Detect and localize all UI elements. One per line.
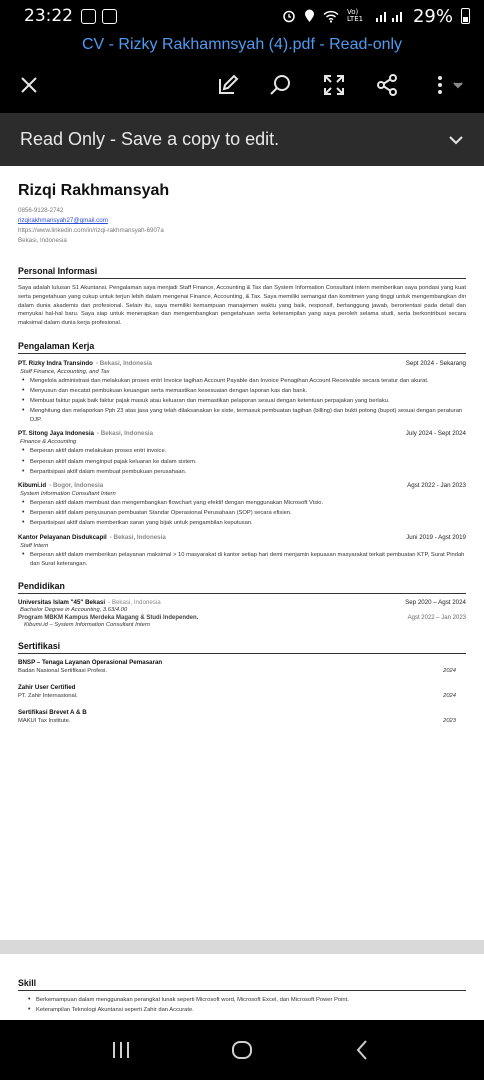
location-icon	[304, 9, 315, 23]
experience-list	[18, 360, 466, 568]
search-icon	[269, 73, 293, 97]
education-location: - Bekasi, Indonesia	[108, 599, 161, 607]
experience-role: Finance & Accounting	[20, 439, 77, 446]
more-options-button[interactable]	[428, 69, 468, 101]
share-icon	[375, 73, 399, 97]
experience-role: System Information Consultant Intern	[20, 491, 116, 498]
gallery-icon	[102, 9, 117, 24]
alarm-icon	[282, 9, 296, 23]
certification-row	[18, 718, 466, 724]
program-date: Agst 2022 – Jan 2023	[407, 615, 466, 622]
experience-location: - Bekasi, Indonesia	[97, 430, 154, 438]
certification-row	[18, 668, 466, 674]
experience-entry	[18, 534, 466, 568]
status-bar	[0, 0, 484, 32]
experience-bullet: • Berperan aktif dalam memberikan pelayanan maksimal > 10 masyarakat di kantor setiap hari demi menjamin kepuasan masyarakat terkait pembuatan KTP, Surat Pindah dan Surat keterangan.	[18, 551, 466, 568]
education-degree: Bachelor Degree in Accounting, 3.63/4.00	[20, 607, 128, 614]
experience-header	[18, 534, 466, 541]
experience-bullet: • Berperan aktif dalam melakukan proses entri invoice.	[18, 447, 466, 456]
experience-bullet: • Berpartisipasi aktif dalam membuat pembukuan perusahaan.	[18, 468, 466, 477]
section-certification: Sertifikasi	[18, 641, 466, 654]
experience-bullet: • Berperan aktif dalam menginput pajak keluaran ke dalam sistem.	[18, 458, 466, 467]
experience-bullet: • Menghitung dan melaporkan Pph 23 atas jasa yang telah dilaksanakan ke siste, termasuk pembuatan tagihan (billing) dan bukti potong (bupot) sesuai dengan peraturan DJP.	[18, 407, 466, 424]
share-button[interactable]	[371, 69, 403, 101]
page-gap	[0, 940, 484, 954]
status-time: 23:22	[24, 6, 73, 26]
section-education: Pendidikan	[18, 581, 466, 594]
certification-title: Zahir User Certified	[18, 684, 76, 692]
education-date: Sep 2020 – Agst 2024	[405, 599, 466, 607]
experience-bullet: • Berperan aktif dalam membuat dan mengembangkan flowchart yang efektif dengan menggunakan Microsoft Visio.	[18, 499, 466, 508]
experience-bullets	[18, 447, 466, 476]
close-icon	[20, 76, 38, 94]
experience-bullet: • Menyusun dan mecatat pembukuan keuangan serta memastikan kesesuaian dengan laporan kas dan bank.	[18, 387, 466, 396]
personal-text: Saya adalah lulusan S1 Akuntansi. Pengalaman saya menjadi Staff Finance, Accounting & Tax dan System Information Consultant intern memberikan saya pondasi yang kuat serta pengetahuan yang cukup untuk terjun lebih dalam mengenai Finance, Accounting, & Tax. Saya memiliki semangat dan komitmen yang tinggi untuk mengembangkan diri dalam dunia akademis dan profesional. Selain itu, saya memiliki kemampuan manajemen waktu yang baik, responsif, bertanggung jawab, berorientasi pada detail dan menyukai hal-hal baru. Saya siap untuk menerapkan dan mengembangkan pengetahuan serta keterampilan yang saya peroleh selama studi, serta berkontribusi secara maksimal dalam dunia kerja profesional.	[18, 285, 466, 327]
experience-company: PT. Rizky Indra Transindo	[18, 359, 93, 367]
back-icon[interactable]	[351, 1038, 375, 1062]
read-only-banner[interactable]	[0, 113, 484, 166]
section-skill: Skill	[18, 978, 466, 991]
experience-bullet: • Mengelola administrasi dan melakukan proses entri Invoice tagihan Account Payable dan Invoice Penagihan Account Receivable secara teratur dan akurat.	[18, 377, 466, 386]
toolbar	[0, 58, 484, 112]
certification-entry	[18, 709, 466, 724]
more-icon	[430, 73, 466, 97]
experience-entry	[18, 430, 466, 476]
experience-date: Sept 2024 - Sekarang	[405, 359, 466, 367]
chevron-down-icon[interactable]	[448, 135, 464, 145]
program-name: Program MBKM Kampus Merdeka Magang & Studi Independen.	[18, 615, 199, 622]
certification-year: 2024	[443, 668, 456, 675]
experience-bullet: • Berpartisipasi aktif dalam memberikan saran yang bijak untuk pengambilan keputusan.	[18, 519, 466, 528]
section-personal: Personal Informasi	[18, 266, 466, 279]
pdf-page[interactable]	[0, 166, 484, 1020]
cv-email[interactable]: rizqirakhmansyah27@gmail.com	[18, 217, 108, 224]
banner-text: Read Only - Save a copy to edit.	[20, 129, 280, 149]
certification-entry	[18, 659, 466, 674]
pdf-page-2[interactable]	[0, 954, 484, 1020]
education-entry	[18, 599, 466, 606]
certification-entry	[18, 684, 466, 699]
cv-linkedin[interactable]: https://www.linkedin.com/in/rizqi-rakhmansyah-6907a	[18, 227, 164, 234]
experience-company: PT. Sitong Jaya Indonesia	[18, 430, 94, 438]
experience-company: Kantor Pelayanan Disdukcapil	[18, 534, 107, 542]
experience-location: - Bogor, Indonesia	[49, 482, 104, 490]
experience-bullet: • Berperan aktif dalam penyusunan pembuatan Standar Operasional Perusahaan (SOP) secara efisien.	[18, 509, 466, 518]
cv-name: Rizqi Rakhmansyah	[18, 182, 170, 199]
experience-entry	[18, 482, 466, 528]
certification-title: Sertifikasi Brevet A & B	[18, 709, 87, 717]
experience-location: - Bekasi, Indonesia	[95, 359, 153, 367]
experience-header	[18, 430, 466, 437]
certification-year: 2023	[443, 718, 456, 725]
document-title: CV - Rizky Rakhamnsyah (4).pdf - Read-only	[0, 32, 484, 58]
experience-header	[18, 360, 466, 367]
close-button[interactable]	[13, 69, 45, 101]
home-icon[interactable]	[230, 1038, 254, 1062]
program-sub: Kibumi.id – System Information Consultant Intern	[24, 622, 150, 629]
experience-date: Agst 2022 - Jan 2023	[407, 482, 466, 490]
skill-item: • Keterampilan Teknologi Akuntansi seperti Zahir dan Accurate.	[24, 1006, 466, 1015]
education-school: Universitas Islam "45" Bekasi	[18, 599, 106, 607]
fullscreen-icon	[322, 73, 346, 97]
certification-title: BNSP – Tenaga Layanan Operasional Pemasaran	[18, 659, 163, 667]
experience-role: Staff Finance, Accounting, and Tax	[20, 368, 110, 375]
notification-app-icon	[81, 9, 96, 24]
experience-date: July 2024 - Sept 2024	[405, 430, 466, 438]
signal-icon	[375, 9, 405, 23]
recent-apps-icon[interactable]	[109, 1038, 133, 1062]
battery-percent: 29%	[412, 5, 453, 27]
edit-icon	[216, 73, 240, 97]
certification-list	[18, 659, 466, 724]
experience-bullets	[18, 499, 466, 528]
edit-button[interactable]	[212, 69, 244, 101]
skill-list	[24, 996, 466, 1015]
navigation-bar	[0, 1020, 484, 1080]
cv-location: Bekasi, Indonesia	[18, 237, 67, 244]
experience-location: - Bekasi, Indonesia	[109, 534, 166, 542]
fullscreen-button[interactable]	[318, 69, 350, 101]
experience-bullets	[18, 377, 466, 424]
experience-entry	[18, 360, 466, 424]
cv-phone: 0856-9128-2742	[18, 207, 64, 214]
skill-item: • Berkemampuan dalam menggunakan perangkat lunak seperti Microsoft word, Microsoft Excel, dan Microsoft Power Point.	[24, 996, 466, 1005]
experience-bullet: • Membuat faktur pajak baik faktur pajak masuk atau keluaran dan memastikan pelaporan sesuai dengan ketentuan perpajakan yang berlaku.	[18, 397, 466, 406]
experience-company: Kibumi.id	[18, 482, 47, 490]
network-label: Vo) LTE1	[346, 8, 364, 23]
experience-bullets	[18, 551, 466, 568]
wifi-icon	[323, 10, 339, 23]
program-entry	[18, 615, 466, 621]
experience-header	[18, 482, 466, 489]
certification-row	[18, 693, 466, 699]
certification-year: 2024	[443, 693, 456, 700]
experience-role: Staff Intern	[20, 543, 49, 550]
certification-issuer: Badan Nasional Sertifikasi Profesi.	[18, 668, 107, 675]
certification-issuer: MAKUI Tax Institute.	[18, 718, 71, 725]
experience-date: Juni 2019 - Agst 2019	[406, 534, 466, 542]
certification-issuer: PT. Zahir Internasional.	[18, 693, 78, 700]
battery-icon	[461, 8, 470, 24]
section-experience: Pengalaman Kerja	[18, 341, 466, 354]
search-button[interactable]	[265, 69, 297, 101]
